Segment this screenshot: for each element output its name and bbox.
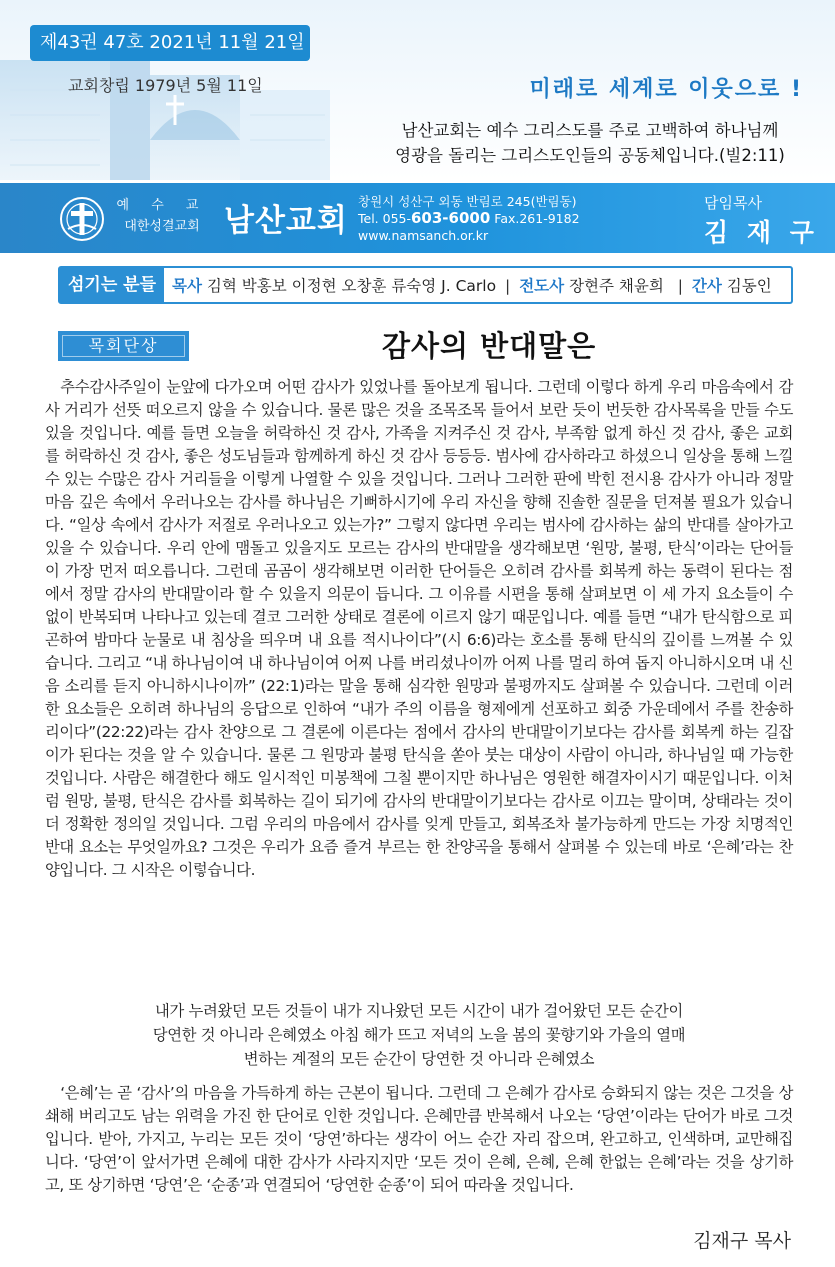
church-contact [358,193,580,244]
hymn-line-3: 변하는 계절의 모든 순간이 당연한 것 아니라 은혜였소 [243,1050,595,1068]
staff-pastors [172,274,772,296]
article-paragraph-2: ‘은혜’는 곧 ‘감사’의 마음을 가득하게 하는 근본이 됩니다. 그런데 그 은혜가 감사로 승화되지 않는 것은 그것을 상쇄해 버리고도 남는 위력을 가진 한 단어로 인한 것입니다. 은혜만큼 반복해서 나오는 ‘당연’이라는 단어가 바로 그것입니다. 받아, 가지고, 누리는 모든 것이 ‘당연’하다는 생각이 어느 순간 자리 잡으며, 완고하고, 인색하며, 교만해집니다. ‘당연’이 앞서가면 은혜에 대한 감사가 사라지지만 ‘모든 것이 은혜, 은혜, 은혜 한없는 은혜’라는 것을 상기하고, 또 상기하면 ‘당연’은 ‘순종’과 연결되어 ‘당연한 순종’이 되어 따라올 것입니다. [45,1084,793,1194]
fax-number: Fax.261-9182 [490,211,580,226]
church-logo-icon [58,195,106,243]
mission-statement [375,118,805,168]
article-paragraph-1: 추수감사주일이 눈앞에 다가오며 어떤 감사가 있었나를 돌아보게 됩니다. 그런데 이렇다 하게 우리 마음속에서 감사 거리가 선뜻 떠오르지 않을 수 있습니다. 물론 많은 것을 조목조목 들어서 보란 듯이 번듯한 감사목록을 만들 수도 있을 것입니다. 예를 들면 오늘을 허락하신 것 감사, 가족을 지켜주신 것 감사, 부족함 없게 하신 것 감사, 좋은 교회를 허락하신 것 감사, 좋은 성도님들과 함께하게 하신 것 감사 등등등. 범사에 감사하라고 하셨으니 일상을 통해 느낄 수 있는 수많은 감사 거리들을 이렇게 나열할 수 있을 것입니다. 그러나 그러한 판에 박힌 전시용 감사가 아니라 정말 마음 깊은 속에서 우러나오는 감사를 하나님은 기뻐하시기에 우리 자신을 향해 진솔한 질문을 던져볼 필요가 있습니다. “일상 속에서 감사가 저절로 우러나오고 있는가?” 그렇지 않다면 우리는 범사에 감사하는 삶의 반대를 살아가고 있을 수 있습니다. 우리 안에 맴돌고 있을지도 모르는 감사의 반대말을 생각해보면 ‘원망, 불평, 탄식’이라는 단어들이 가장 먼저 떠오릅니다. 그런데 곰곰이 생각해보면 이러한 단어들은 오히려 감사를 회복케 하는 동력이 된다는 점에서 정말 감사의 반대말이라 할 수 있을지 의문이 듭니다. 그 이유를 시편을 통해 살펴보면 이 세 가지 요소들이 수없이 반복되며 나타나고 있는데 결코 그러한 상태로 결론에 이르지 않기 때문입니다. 예를 들면 “내가 탄식함으로 피곤하여 밤마다 눈물로 내 침상을 띄우며 내 요를 적시나이다”(시 6:6)라는 호소를 통해 탄식의 깊이를 느껴볼 수 있습니다. 그리고 “내 하나님이여 내 하나님이여 어찌 나를 버리셨나이까 어찌 나를 멀리 하여 돕지 아니하시오며 내 신음 소리를 듣지 아니하시나이까” (22:1)라는 말을 통해 심각한 원망과 불평까지도 살펴볼 수 있습니다. 그런데 이러한 요소들은 오히려 하나님의 응답으로 인하여 “내가 주의 이름을 형제에게 선포하고 회중 가운데에서 주를 찬송하리이다”(22:22)라는 감사 찬양으로 그 결론에 이른다는 점에서 감사의 반대말이기보다는 감사를 회복케 하는 길잡이가 된다는 것을 알 수 있습니다. 물론 그 원망과 불평 탄식을 쏟아 붓는 대상이 사람이 아니라, 하나님일 때 가능한 것입니다. 사람은 해결한다 해도 일시적인 미봉책에 그칠 뿐이지만 하나님은 영원한 해결자이시기 때문입니다. 이처럼 원망, 불평, 탄식은 감사를 회복하는 길이 되기에 감사의 반대말이기보다는 감사로 이끄는 말이며, 상태라는 것이 더 정확한 정의일 것입니다. 그럼 우리의 마음에서 감사를 잊게 만들고, 회복조차 불가능하게 만드는 가장 치명적인 반대 요소는 무엇일까요? 그것은 우리가 요즘 즐겨 부르는 한 찬양곡을 통해서 살펴볼 수 있는데 바로 ‘은혜’라는 찬양입니다. 그 시작은 이렇습니다. [45,378,793,879]
church-name: 남산교회 [224,203,348,239]
staff-title: 섬기는 분들 [60,268,164,302]
church-info-bar [0,183,835,253]
hymn-lyrics [45,999,793,1071]
column-badge: 목회단상 [58,331,189,361]
staff-list [58,266,793,304]
tel-label: Tel. 055- [358,211,411,226]
mission-line-2: 영광을 돌리는 그리스도인들의 공동체입니다.(빌2:11) [395,146,785,165]
masthead [0,0,835,180]
secretary-name: 김동인 [726,277,772,295]
issue-info: 제43권 47호 2021년 11월 21일 [30,25,310,61]
senior-pastor-label: 담임목사 [704,194,762,212]
denomination-line-1: 예 수 교 [116,198,208,213]
evangelists-names: 장현주 채윤희 [569,277,664,295]
church-website: www.namsanch.or.kr [358,228,489,243]
hymn-line-2: 당연한 것 아니라 은혜였소 아침 해가 뜨고 저녁의 노을 봄의 꽃향기와 가을의 열매 [152,1026,686,1044]
denomination [114,195,210,237]
separator: | [672,277,683,295]
mission-line-1: 남산교회는 예수 그리스도를 주로 고백하여 하나님께 [401,121,779,140]
denomination-line-2: 대한성결교회 [124,219,200,234]
tel-number: 603-6000 [411,209,491,227]
church-phone-fax [358,210,580,227]
author-signature: 김재구 목사 [693,1230,791,1252]
founding-date: 교회창립 1979년 5월 11일 [68,76,263,95]
separator: | [505,277,511,295]
pastors-names: 김혁 박홍보 이정현 오창훈 류숙영 J. Carlo [206,277,497,295]
hymn-line-1: 내가 누려왔던 모든 것들이 내가 지나왔던 모든 시간이 내가 걸어왔던 모든 순간이 [155,1002,683,1020]
church-motto: 미래로 세계로 이웃으로 ! [529,77,803,102]
evangelists-label: 전도사 [519,277,565,295]
senior-pastor-name: 김 재 구 [704,218,819,247]
secretary-label: 간사 [691,277,722,295]
church-address: 창원시 성산구 외동 반림로 245(반림동) [358,194,577,209]
pastors-label: 목사 [172,277,202,295]
article-title: 감사의 반대말은 [382,329,597,363]
